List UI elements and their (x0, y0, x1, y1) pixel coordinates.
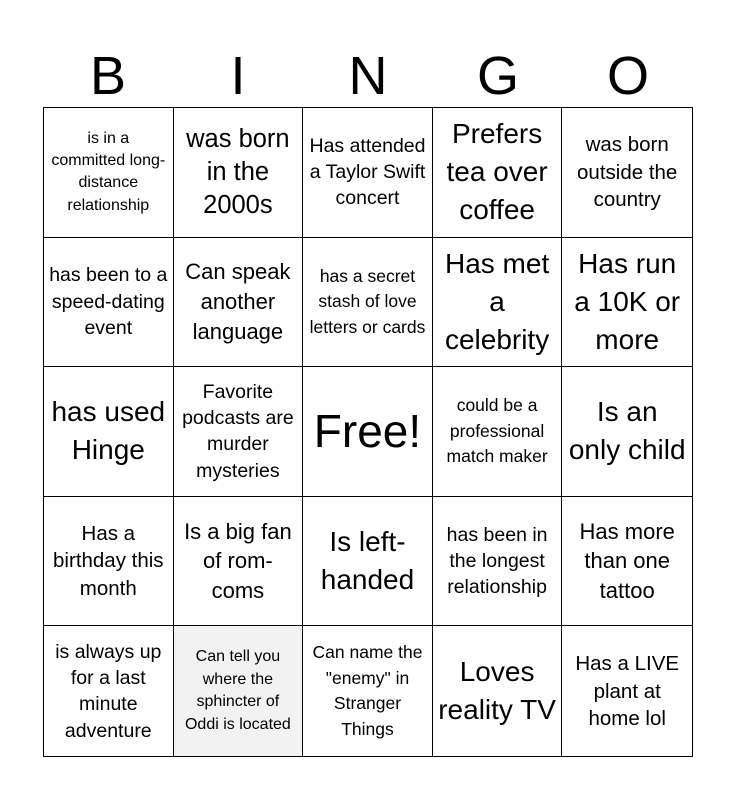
bingo-cell-text: has been in the longest relationship (446, 523, 548, 599)
bingo-cell-r5c4[interactable] (433, 626, 563, 756)
bingo-cell-text: is in a committed long-distance relationship (51, 129, 166, 214)
bingo-cell-text: Has attended a Taylor Swift concert (309, 134, 426, 210)
bingo-cell-text: Is an only child (568, 396, 686, 466)
bingo-cell-text: Has a birthday this month (53, 522, 164, 600)
bingo-cell-text: Can name the "enemy" in Stranger Things (312, 642, 423, 739)
bingo-cell-text: Prefers tea over coffee (446, 118, 548, 226)
bingo-cell-r4c5[interactable] (562, 497, 692, 627)
bingo-cell-text: Has more than one tattoo (579, 518, 675, 603)
bingo-cell-text: Has met a celebrity (444, 247, 550, 355)
bingo-cell-text: Can speak another language (185, 259, 291, 344)
header-letter-g: G (476, 46, 519, 106)
bingo-cell-text: has been to a speed-dating event (49, 264, 168, 340)
bingo-cell-r1c3[interactable] (303, 108, 433, 238)
bingo-cell-text: Loves reality TV (438, 656, 556, 726)
bingo-cell-text: Has run a 10K or more (574, 247, 681, 355)
bingo-cell-text: has used Hinge (51, 396, 166, 466)
bingo-cell-text: was born outside the country (577, 133, 678, 211)
bingo-cell-text: is always up for a last minute adventure (55, 640, 162, 742)
bingo-cell-r2c2[interactable] (174, 238, 304, 368)
bingo-cell-r5c2[interactable] (174, 626, 304, 756)
bingo-cell-r4c1[interactable] (44, 497, 174, 627)
bingo-cell-text: Is left-handed (320, 526, 415, 596)
bingo-cell-text: has a secret stash of love letters or cards (309, 265, 426, 337)
bingo-card-grid (43, 107, 693, 757)
bingo-cell-r3c2[interactable] (174, 367, 304, 497)
free-space-label: Free! (313, 405, 422, 458)
bingo-cell-r3c1[interactable] (44, 367, 174, 497)
bingo-cell-r5c1[interactable] (44, 626, 174, 756)
bingo-cell-r5c5[interactable] (562, 626, 692, 756)
header-letter-n: N (348, 46, 388, 106)
bingo-cell-r5c3[interactable] (303, 626, 433, 756)
bingo-cell-r1c1[interactable] (44, 108, 174, 238)
bingo-cell-text: Is a big fan of rom-coms (184, 518, 292, 603)
bingo-cell-r4c4[interactable] (433, 497, 563, 627)
header-letter-b: B (89, 46, 127, 106)
bingo-cell-r2c5[interactable] (562, 238, 692, 368)
header-letter-o: O (606, 46, 649, 106)
bingo-cell-text: was born in the 2000s (186, 124, 290, 219)
bingo-cell-r3c4[interactable] (433, 367, 563, 497)
bingo-cell-r3c5[interactable] (562, 367, 692, 497)
bingo-cell-text: Can tell you where the sphincter of Oddi is located (184, 648, 291, 733)
bingo-cell-r2c4[interactable] (433, 238, 563, 368)
bingo-cell-r2c1[interactable] (44, 238, 174, 368)
bingo-header (43, 44, 693, 108)
bingo-cell-text: could be a professional match maker (446, 395, 548, 467)
bingo-cell-r4c2[interactable] (174, 497, 304, 627)
bingo-cell-r1c5[interactable] (562, 108, 692, 238)
bingo-cell-r1c4[interactable] (433, 108, 563, 238)
header-letter-i: I (230, 46, 246, 106)
bingo-cell-r1c2[interactable] (174, 108, 304, 238)
bingo-cell-text: Favorite podcasts are murder mysteries (182, 380, 294, 482)
bingo-cell-r2c3[interactable] (303, 238, 433, 368)
bingo-cell-free[interactable] (303, 367, 433, 497)
bingo-cell-r4c3[interactable] (303, 497, 433, 627)
bingo-cell-text: Has a LIVE plant at home lol (575, 652, 680, 730)
